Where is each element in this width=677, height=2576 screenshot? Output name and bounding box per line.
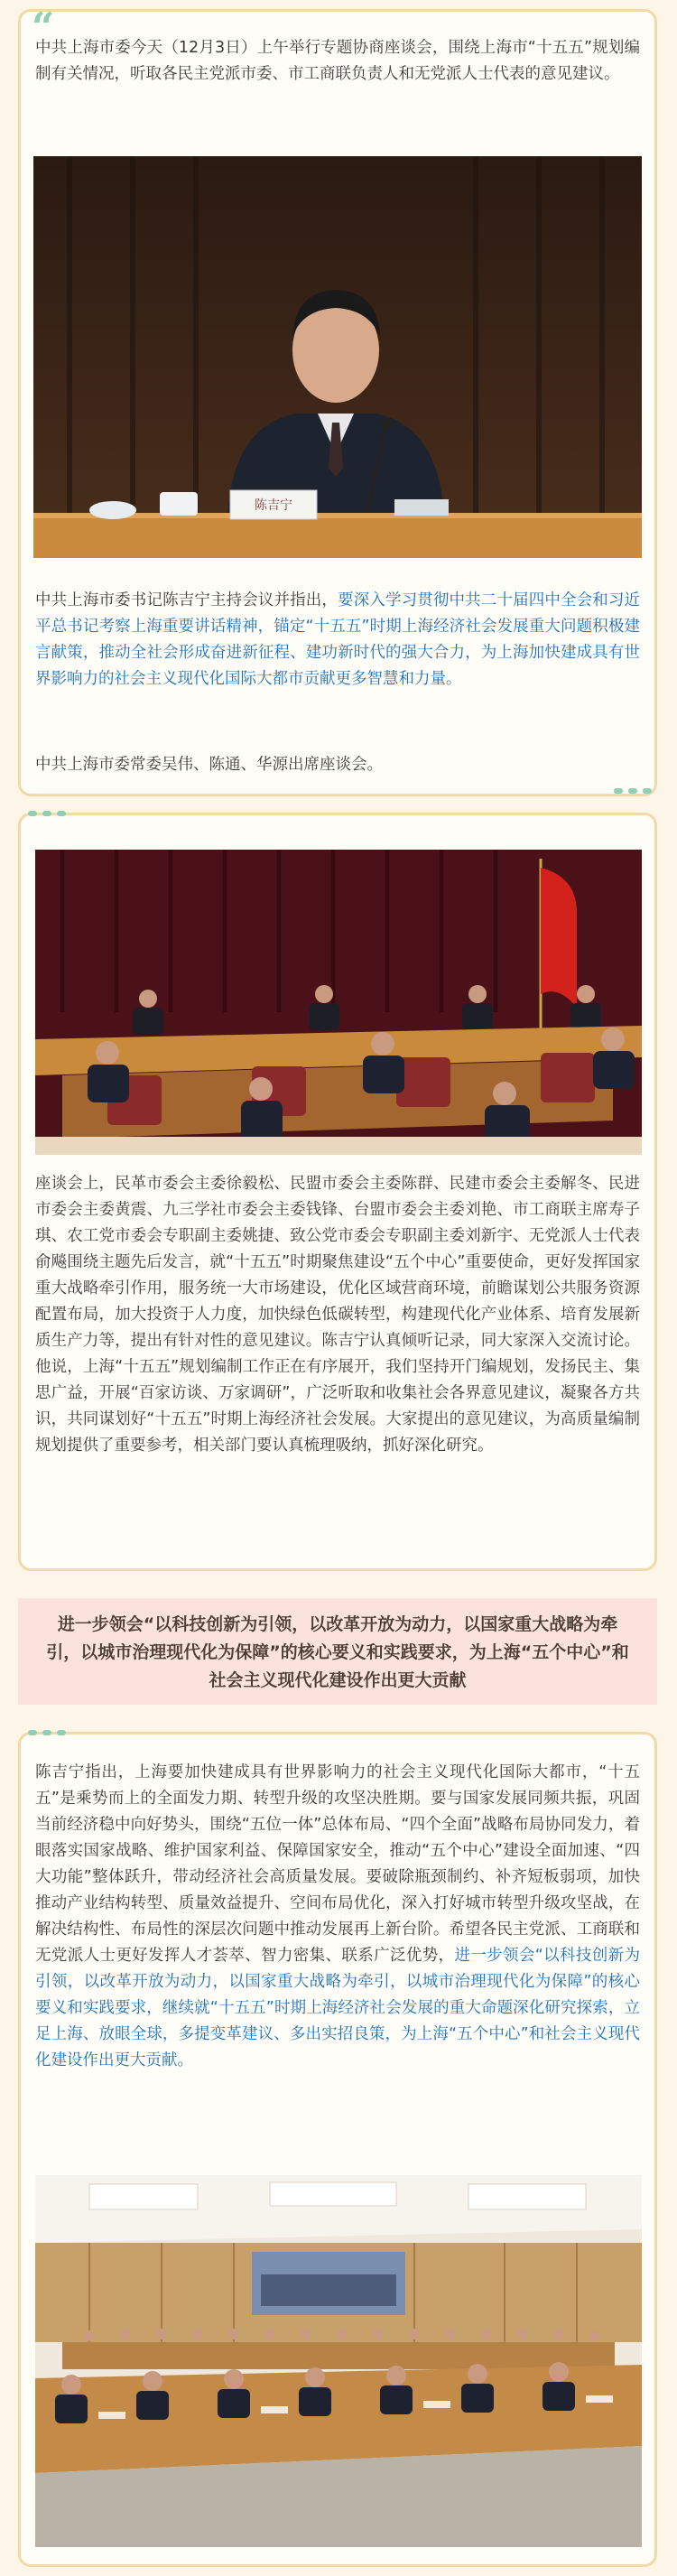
instruction-highlight: 进一步领会“以科技创新为引领，以改革开放为动力，以国家重大战略为牵引，以城市治理现代化为保障”的核心要义和实践要求，继续就“十五五”时期上海经济社会发展的重大命题深化研究探索，立足上海、放眼全球，多提变革建议、多出实招良策，为上海“五个中心”和社会主义现代化建设作出更大贡献。 (35, 1947, 640, 2069)
quote-icon: “ (32, 5, 55, 51)
banner-text: 进一步领会“以科技创新为引领，以改革开放为动力，以国家重大战略为牵引，以城市治理现代化为保障”的核心要义和实践要求，为上海“五个中心”和社会主义现代化建设作出更大贡献 (46, 1614, 629, 1690)
intro-paragraph: 中共上海市委今天（12月3日）上午举行专题协商座谈会，围绕上海市“十五五”规划编制有关情况，听取各民主党派市委、市工商联负责人和无党派人士代表的意见建议。 (35, 39, 640, 83)
host-text: 中共上海市委书记陈吉宁主持会议并指出， (35, 591, 338, 609)
conference-room-photo (35, 2175, 642, 2547)
attendees-paragraph: 中共上海市委常委吴伟、陈通、华源出席座谈会。 (35, 756, 383, 774)
meeting-photo (35, 850, 642, 1155)
divider-dots-3 (28, 1730, 66, 1735)
discussion-paragraph: 座谈会上，民革市委会主委徐毅松、民盟市委会主委陈群、民建市委会主委解冬、民进市委会主委黄震、九三学社市委会主委钱锋、台盟市委会主委刘艳、市工商联主席寿子琪、农工党市委会专职副主委姚捷、致公党市委会专职副主委刘新宇、无党派人士代表俞飚围绕主题先后发言，就“十五五”时期聚焦建设“五个中心”重要使命，更好发挥国家重大战略牵引作用，服务统一大市场建设，优化区域营商环境，前瞻谋划公共服务资源配置布局，加大投资于人力度，加快绿色低碳转型，构建现代化产业体系、培育发展新质生产力等，提出有针对性的意见建议。陈吉宁认真倾听记录，同大家深入交流讨论。他说，上海“十五五”规划编制工作正在有序展开，我们坚持开门编规划，发扬民主、集思广益，开展“百家访谈、万家调研”，广泛听取和收集社会各界意见建议，凝聚各方共识，共同谋划好“十五五”时期上海经济社会发展。大家提出的意见建议，为高质量编制规划提供了重要参考，相关部门要认真梳理吸纳，抓好深化研究。 (35, 1175, 640, 1455)
host-paragraph (35, 588, 640, 693)
divider-dots-2 (28, 811, 66, 816)
nameplate-text: 陈吉宁 (255, 498, 292, 513)
section-2-card (18, 813, 657, 1571)
section-3-card (18, 1732, 657, 2567)
section-1-card (18, 5, 657, 796)
instruction-paragraph (35, 1760, 640, 2074)
speaker-photo (33, 156, 642, 558)
instruction-text: 陈吉宁指出，上海要加快建成具有世界影响力的社会主义现代化国际大都市，“十五五”是乘势而上的全面发力期、转型升级的攻坚决胜期。要与国家发展同频共振，巩固当前经济稳中向好势头，围绕“五位一体”总体布局、“四个全面”战略布局协同发力，着眼落实国家战略、维护国家利益、保障国家安全，推动“五个中心”建设全面加速、“四大功能”整体跃升，带动经济社会高质量发展。要破除瓶颈制约、补齐短板弱项，加快推动产业结构转型、质量效益提升、空间布局优化，深入打好城市转型升级攻坚战，在解决结构性、布局性的深层次问题中推动发展再上新台阶。希望各民主党派、工商联和无党派人士更好发挥人才荟萃、智力密集、联系广泛优势， (35, 1763, 640, 1965)
host-highlight: 要深入学习贯彻中共二十届四中全会和习近平总书记考察上海重要讲话精神，锚定“十五五”时期上海经济社会发展重大问题积极建言献策，推动全社会形成奋进新征程、建功新时代的强大合力，为上海加快建成具有世界影响力的社会主义现代化国际大都市贡献更多智慧和力量。 (35, 591, 641, 688)
divider-dots-1 (614, 788, 652, 794)
highlight-banner (18, 1598, 657, 1705)
